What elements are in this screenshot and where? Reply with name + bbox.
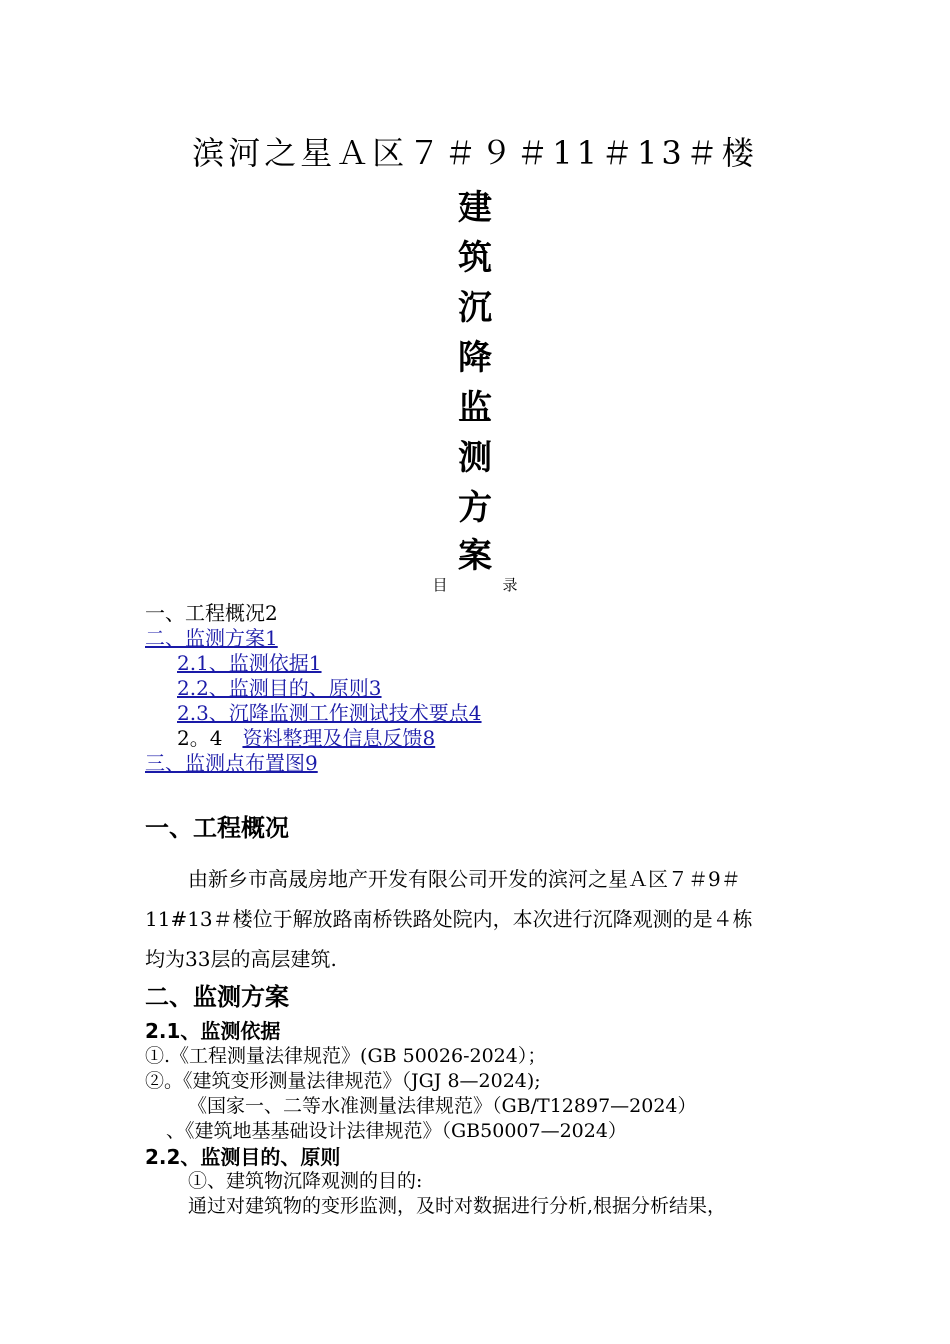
toc-link-6[interactable]: 资料整理及信息反馈8	[242, 726, 436, 750]
title-char-2: 筑	[458, 238, 492, 278]
basis-item-4: 、《建筑地基基础设计法律规范》（GB50007—2024）	[166, 1120, 627, 1142]
title-char-5: 监	[458, 388, 492, 428]
title-char-8: 案	[458, 536, 492, 576]
title-char-3: 沉	[458, 288, 492, 328]
toc-item-7[interactable]	[145, 747, 318, 776]
section-1-heading: 一、工程概况	[145, 814, 289, 842]
toc-link-2[interactable]: 二、监测方案1	[145, 626, 278, 650]
section-1-para-line-3: 均为33层的高层建筑.	[145, 947, 337, 971]
purpose-line-2: 通过对建筑物的变形监测，及时对数据进行分析,根据分析结果，	[188, 1195, 727, 1217]
document-title-line: 滨河之星Ａ区７＃９＃11＃13＃楼	[192, 134, 758, 172]
basis-item-2: ②。《建筑变形测量法律规范》（JGJ 8—2024);	[145, 1070, 541, 1092]
section-2-heading: 二、监测方案	[145, 983, 289, 1011]
section-2-2-heading: 2.2、监测目的、原则	[145, 1145, 341, 1169]
toc-link-5[interactable]: 2.3、沉降监测工作测试技术要点4	[177, 701, 482, 725]
purpose-line-1: ①、建筑物沉降观测的目的:	[188, 1170, 423, 1192]
title-char-1: 建	[458, 188, 492, 228]
section-1-para-line-1: 由新乡市高晟房地产开发有限公司开发的滨河之星Ａ区７＃9＃	[188, 867, 741, 891]
toc-heading-left: 目	[432, 576, 448, 594]
toc-link-3[interactable]: 2.1、监测依据1	[177, 651, 322, 675]
title-char-7: 方	[458, 488, 492, 528]
section-2-1-heading: 2.1、监测依据	[145, 1019, 281, 1043]
toc-heading-right: 录	[502, 576, 518, 594]
title-char-6: 测	[458, 438, 492, 478]
toc-link-4[interactable]: 2.2、监测目的、原则3	[177, 676, 382, 700]
toc-link-7[interactable]: 三、监测点布置图9	[145, 751, 318, 775]
basis-item-3: 《国家一、二等水准测量法律规范》（GB/T12897—2024）	[188, 1095, 697, 1117]
toc-item-6-prefix: 2。4	[177, 726, 243, 750]
toc-item-1-label: 一、工程概况2	[145, 601, 278, 625]
section-1-para-line-2: 11#13＃楼位于解放路南桥铁路处院内，本次进行沉降观测的是４栋	[145, 907, 753, 931]
title-char-4: 降	[458, 338, 492, 378]
toc-heading	[0, 574, 950, 595]
basis-item-1: ①.《工程测量法律规范》(GB 50026-2024）；	[145, 1045, 547, 1067]
